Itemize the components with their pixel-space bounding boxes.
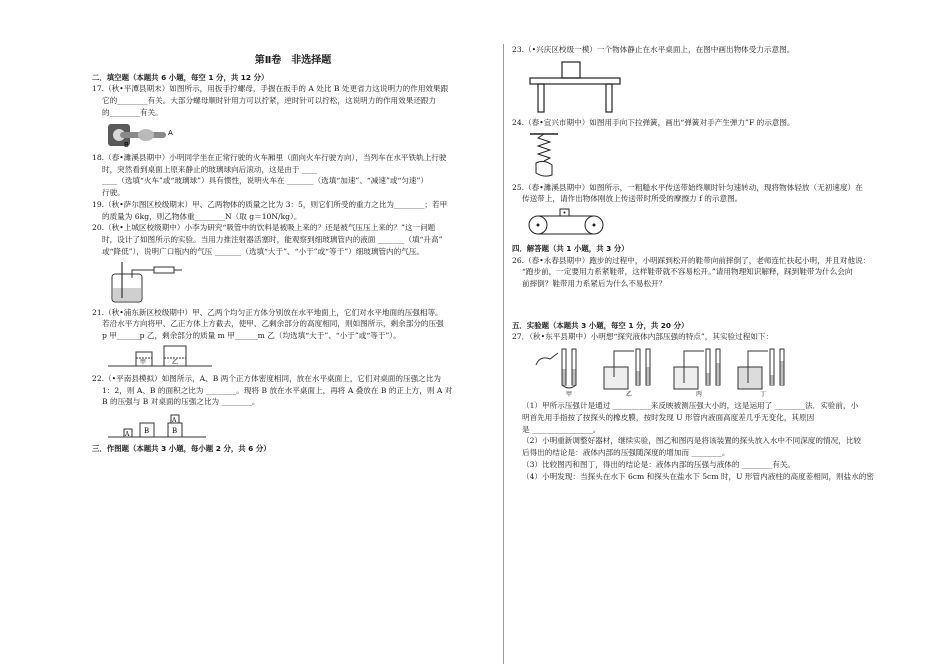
q24-line: 24.（春•宜兴市期中）如图用手向下拉弹簧，画出“弹簧对手产生弹力”F 的示意图。 (512, 117, 795, 127)
label-jia: 甲 (566, 391, 573, 398)
liquid-right-yi (647, 367, 650, 385)
label-a: A (125, 431, 130, 439)
liquid-left-yi (637, 371, 640, 385)
left-column (92, 72, 494, 455)
label-a: A (168, 128, 173, 137)
question-24 (512, 117, 897, 179)
label-bing: 丙 (696, 391, 703, 398)
liquid-left-jia (563, 369, 566, 385)
q17-line: 17.（秋•平潭县期末）如图所示，用扳手拧螺母，手握在扳手的 A 处比 B 处更省力这说明力的作用效果跟 (92, 84, 449, 94)
hand (138, 129, 154, 141)
conveyor-figure (526, 207, 606, 237)
q18-line: ____（选填“火车”或“玻璃球”）具有惯性，说明火车在 _______（选填“加速”、“减速”或“匀速”） (102, 176, 428, 186)
q27-part3-line: （3）比较图丙和图丁，得出的结论是：液体内部的压强与液体的 ________有关。 (522, 459, 796, 469)
liquid-left-bing (707, 373, 710, 385)
beaker-ding (738, 367, 762, 389)
question-23 (512, 44, 897, 114)
right-column (512, 44, 897, 482)
stacked-blocks-figure (106, 410, 216, 440)
table-leg-left (538, 84, 544, 112)
q22-line: B 的压强与 B 对桌面的压强之比为 ________。 (102, 397, 260, 407)
table-leg-right (606, 84, 612, 112)
q19-line: 的质量为 6kg，则乙物体重________N（取 g＝10N/kg）。 (102, 211, 302, 221)
section-answer-heading: 四．解答题（共 1 小题，共 3 分） (512, 244, 629, 254)
axle-left (537, 224, 540, 227)
q21-line: 21.（秋•浦东新区校级期中）甲、乙两个均匀正方体分别放在水平地面上，它们对水平地面的压强相等。 (92, 307, 443, 317)
liquid-right-bing (717, 363, 720, 385)
column-divider (503, 44, 504, 664)
manometer-jia (536, 349, 576, 397)
section-experiment-heading: 五．实验题（本题共 3 小题，每空 1 分，共 20 分） (512, 320, 689, 330)
part-title: 第Ⅱ卷 非选择题 (254, 55, 332, 66)
q26-line: 前摔倒？鞋带用力系紧后为什么不易松开？ (522, 279, 667, 289)
question-17 (92, 83, 494, 148)
spring (538, 134, 550, 161)
question-20 (92, 222, 494, 303)
q26-line: “跑步前，一定要用力系紧鞋带，这样鞋带就不容易松开。”请用物理知识解释，踩到鞋带为什么会向 (522, 267, 853, 277)
tube-jia (536, 353, 558, 365)
label-jia: 甲 (140, 358, 147, 366)
liquid-right-jia (573, 369, 576, 385)
q27-line: 27．（秋•东平县期中）小明想“探究液体内部压强的特点”，其实验过程如下： (512, 332, 774, 342)
q25-line: 25.（春•濉溪县期中）如图所示，一粗糙水平传送带始终顺时针匀速转动，现将物体轻放（无初速度）在 (512, 182, 863, 192)
q18-line: 18.（春•濉溪县期中）小明同学坐在正常行驶的火车厢里（面向火车行驶方向），当列车在水平铁轨上行驶 (92, 152, 447, 162)
q20-line: 时，设计了如图所示的实验。当用力推注射器活塞时，能观察到细玻璃管内的液面 _______（填“升高” (102, 235, 443, 245)
axle-right (593, 224, 596, 227)
label-yi: 乙 (172, 358, 179, 366)
object-block (562, 62, 580, 78)
syringe (154, 267, 174, 273)
q18-line: 时，突然看到桌面上原来静止的玻璃球向后滚动，这是由于 ____ (102, 164, 318, 174)
object-center-dot (564, 212, 566, 214)
section-fill-blank-heading: 二．填空题（本题共 6 小题，每空 1 分，共 12 分） (92, 73, 269, 82)
q20-line: 20.（秋•上城区校级期中）小李为研究“吸管中的饮料是被吸上来的？还是被气压压上来的？”这一问题 (92, 223, 436, 233)
beaker-bing (674, 367, 698, 389)
manometer-figure (526, 345, 796, 397)
q27-part1-line: 明首先用手指按了按探头的橡皮膜，按时发现 U 形管内液面高度差几乎无变化，其原因 (522, 412, 815, 422)
q21-line: p 甲______p 乙，剩余部分的质量 m 甲______m 乙（均选填“大于”、“小于”或“等于”）。 (102, 331, 401, 341)
manometer-yi (604, 349, 650, 397)
table-top (530, 78, 620, 84)
question-21 (92, 307, 494, 370)
label-b2: B (172, 427, 178, 436)
q26-line: 26.（春•永春县期中）跑步的过程中，小明踩到松开的鞋带向前摔倒了，老师连忙扶起小明，并且对他说： (512, 255, 871, 265)
q27-part2-line: （2）小明重新调整好器材，继续实验，图乙和图丙是将该装置的探头放入水中不同深度的情况，比较 (522, 436, 861, 446)
cubes-figure (106, 344, 216, 370)
liquid (113, 288, 141, 301)
question-27 (512, 331, 897, 482)
label-a2: A (172, 417, 177, 425)
label-yi: 乙 (626, 391, 633, 398)
q27-part1-line: 是 ________________。 (522, 424, 601, 434)
q17-line: 它的________有关。大部分螺母顺时针用力可以拧紧，逆时针可以拧松，这说明力的作用效果还跟力 (102, 96, 437, 106)
question-18 (92, 152, 494, 199)
label-b: B (124, 140, 129, 149)
bottle-syringe-figure (106, 260, 186, 304)
section-drawing-heading: 三．作图题（本题共 3 小题，每小题 2 分，共 6 分） (92, 444, 271, 454)
label-ding: 丁 (760, 391, 767, 398)
liquid-right-ding (781, 361, 784, 385)
manometer-ding (738, 349, 784, 397)
q27-part4-line: （4）小明发现：当探头在水下 6cm 和探头在盐水下 5cm 时，U 形管内液柱的高度差相同，则盐水的密 (522, 471, 875, 481)
q23-line: 23.（•兴庆区校级一模）一个物体静止在水平桌面上，在图中画出物体受力示意图。 (512, 45, 795, 54)
spring-hand-figure (526, 131, 566, 179)
q22-line: 22.（•平南县模拟）如图所示，A、B 两个正方体密度相同，放在水平桌面上，它们对桌面的压强之比为 (92, 373, 441, 383)
q20-line: 或“降低”），说明广口瓶内的气压 _______（选填“大于”、“小于”或“等于”）细玻璃管内的气压。 (102, 246, 425, 256)
q27-part2-line: 后得出的结论是：液体内部的压强随深度的增加而 ________。 (522, 448, 730, 458)
table-object-figure (526, 58, 626, 114)
question-22 (92, 373, 494, 440)
label-b: B (144, 427, 150, 436)
q22-line: 1：2，则 A、B 的面积之比为 ________。现将 B 放在水平桌面上，再将 A 叠放在 B 的正上方，则 A 对 (102, 385, 453, 395)
liquid-left-ding (771, 375, 774, 385)
q17-line: 的________有关。 (102, 108, 163, 117)
question-19 (92, 199, 494, 223)
hand (536, 161, 552, 176)
wrench-figure (106, 121, 176, 149)
q19-line: 19.（秋•萨尔图区校级期末）甲、乙两物体的质量之比为 3：5，则它们所受的重力之比为________；若甲 (92, 199, 448, 209)
beaker-yi (604, 367, 628, 389)
question-25 (512, 182, 897, 238)
q27-part1-line: （1）甲所示压强计是通过 __________来反映被测压强大小的，这是运用了 ________法．实验前，小 (522, 401, 859, 411)
q21-line: 若沿水平方向将甲、乙正方体上方截去，使甲、乙剩余部分的高度相同，则如图所示，剩余部分的压强 (102, 319, 444, 329)
question-26 (512, 255, 897, 290)
manometer-bing (674, 349, 720, 397)
q25-line: 传送带上，请作出物体刚放上传送带时所受的摩擦力 f 的示意图。 (522, 194, 743, 204)
q18-line: 行驶。 (102, 188, 125, 198)
